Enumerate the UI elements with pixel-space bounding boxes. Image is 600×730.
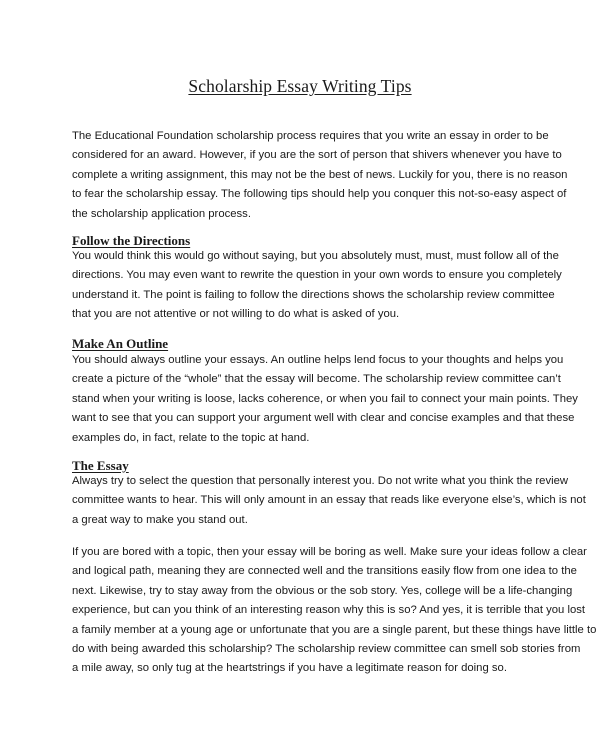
intro-line: considered for an award. However, if you are the sort of person that shivers whenever you have to [72,149,562,162]
paragraph-line: understand it. The point is failing to follow the directions shows the scholarship review committee [72,288,555,301]
intro-line: to fear the scholarship essay. The following tips should help you conquer this not-so-easy aspect of [72,188,567,201]
paragraph-line: If you are bored with a topic, then your essay will be boring as well. Make sure your ideas follow a clear [72,546,587,558]
paragraph-line: and logical path, meaning they are connected well and the transitions easily flow from one idea to the [72,565,577,578]
closing-paragraph [72,543,597,679]
paragraph-line: next. Likewise, try to stay away from the obvious or the sob story. Yes, college will be a life-changing [72,584,573,597]
the-essay-paragraph [72,472,586,530]
paragraph-line: a mile away, so only tug at the heartstrings if you have a legitimate reason for doing so. [72,662,507,675]
document-title: Scholarship Essay Writing Tips [188,76,412,96]
paragraph-line: that you are not attentive or not willing to do what is asked of you. [72,308,400,321]
paragraph-line: experience, but can you think of an interesting reason why this is so? And yes, it is terrible that you lost [72,604,586,617]
paragraph-line: a great way to make you stand out. [72,513,248,526]
paragraph-line: do with being awarded this scholarship? The scholarship review committee can smell sob stories from [72,643,581,656]
intro-line: complete a writing assignment, this may not be the best of news. Luckily for you, there is no reason [72,168,568,181]
section-heading-follow-directions: Follow the Directions [72,233,191,248]
paragraph-line: You should always outline your essays. An outline helps lend focus to your thoughts and helps you [72,354,564,366]
paragraph-line: stand when your writing is loose, lacks coherence, or when you fail to connect your main points. They [72,392,578,405]
paragraph-line: create a picture of the “whole” that the essay will become. The scholarship review committee can’t [72,373,561,386]
follow-directions-paragraph [72,247,562,325]
intro-line: The Educational Foundation scholarship process requires that you write an essay in order to be [72,130,549,142]
make-outline-paragraph [72,351,578,448]
paragraph-line: Always try to select the question that personally interest you. Do not write what you think the review [72,475,569,487]
paragraph-line: want to see that you can support your argument well with clear and concise examples and that these [72,412,575,425]
intro-line: the scholarship application process. [72,207,251,220]
paragraph-line: examples do, in fact, relate to the topic at hand. [72,431,310,444]
paragraph-line: directions. You may even want to rewrite the question in your own words to ensure you completely [72,269,562,282]
paragraph-line: committee wants to hear. This will only amount in an essay that reads like everyone else’s, which is not [72,494,586,507]
section-heading-make-outline: Make An Outline [72,336,169,351]
paragraph-line: a family member at a young age or unfortunate that you are a single parent, but these things have little to [72,623,597,636]
intro-paragraph [72,127,568,224]
section-heading-the-essay: The Essay [72,458,129,473]
paragraph-line: You would think this would go without saying, but you absolutely must, must, must follow all of the [72,250,559,262]
